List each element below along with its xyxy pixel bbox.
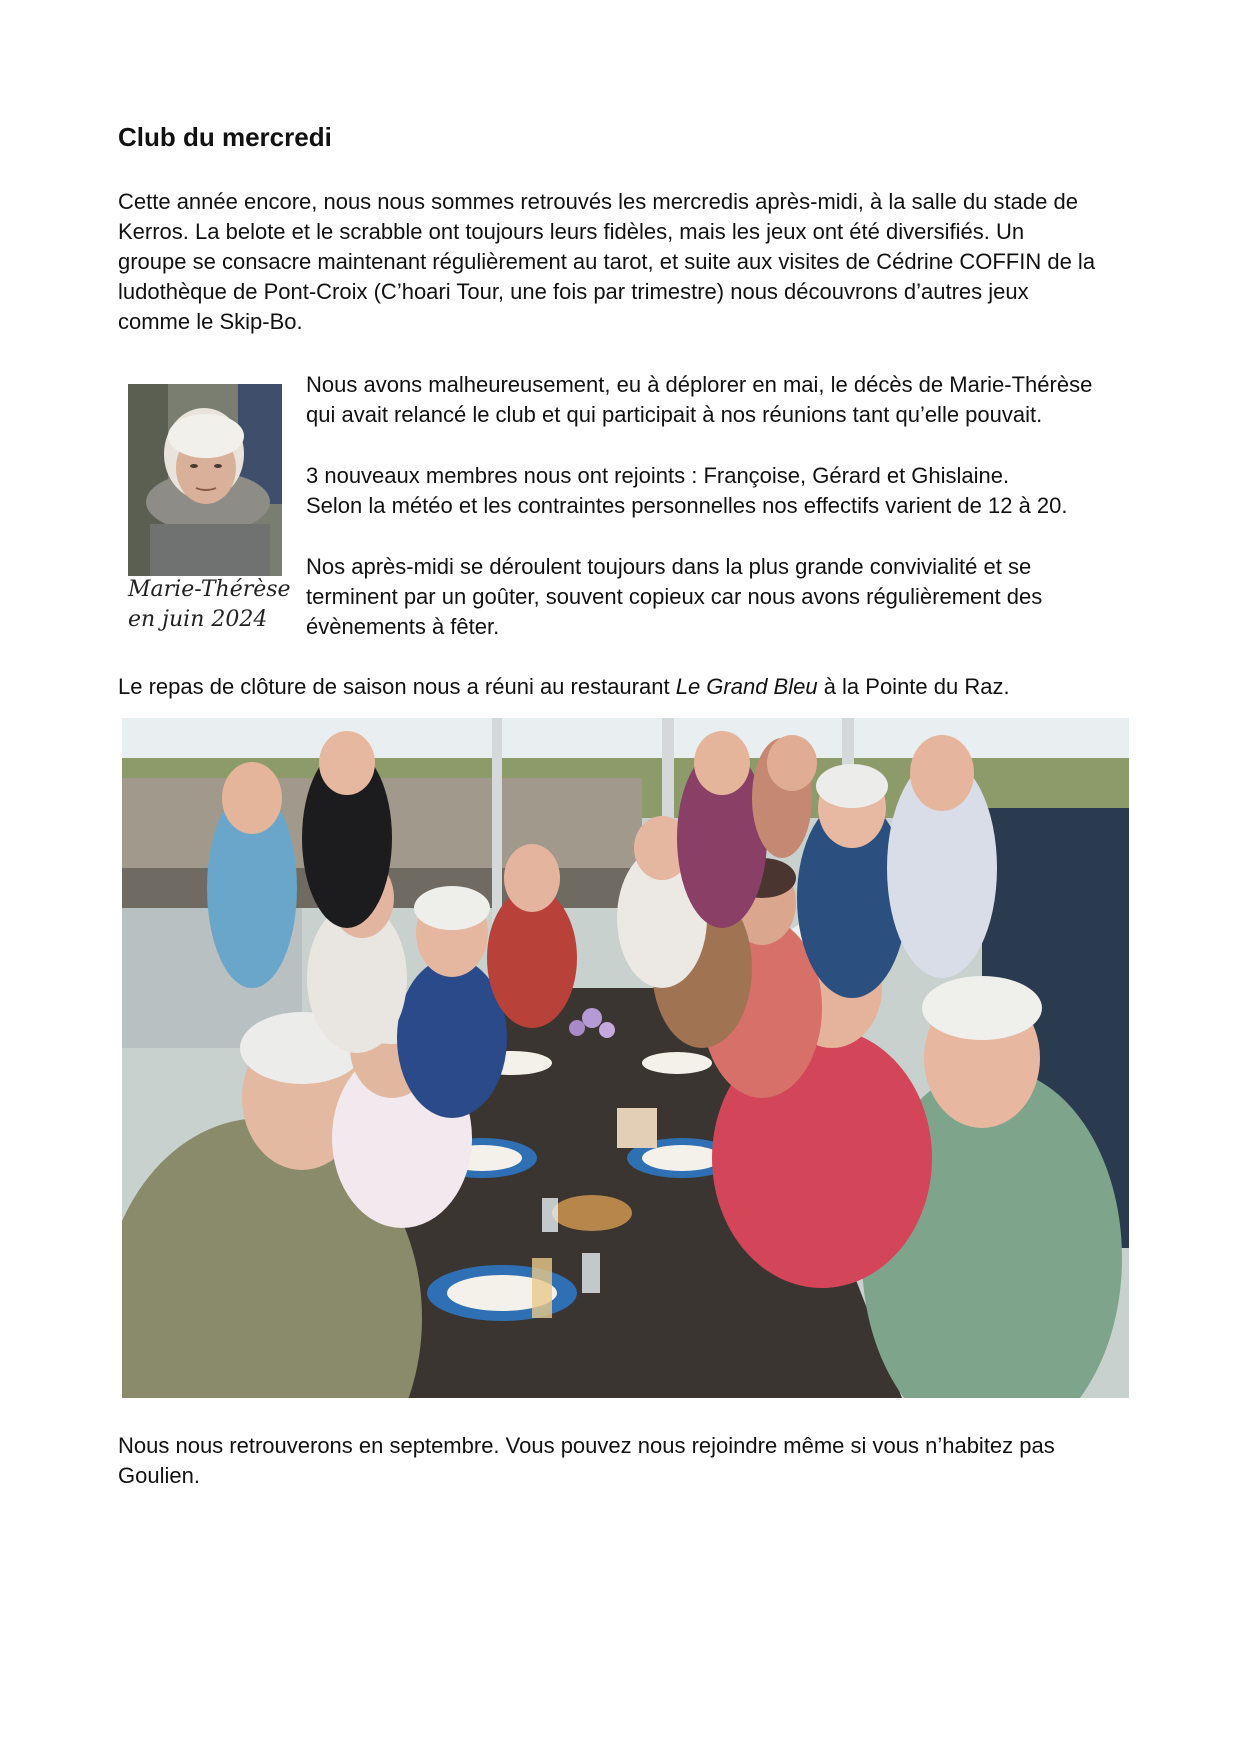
restaurant-text-before: Le repas de clôture de saison nous a réuni au restaurant: [118, 674, 676, 699]
restaurant-line: [118, 672, 1128, 702]
caption-line: en juin 2024: [128, 607, 268, 632]
restaurant-paragraph: [118, 672, 1128, 702]
page-title: Club du mercredi: [118, 122, 332, 152]
memorial-paragraph: [306, 370, 1126, 430]
intro-line: groupe se consacre maintenant régulièrement au tarot, et suite aux visites de Cédrine COFFIN de la: [118, 249, 1096, 274]
intro-line: ludothèque de Pont-Croix (C’hoari Tour, une fois par trimestre) nous découvrons d’autres jeux: [118, 279, 1029, 304]
portrait-caption: [128, 575, 291, 635]
closing-line: Nous nous retrouverons en septembre. Vous pouvez nous rejoindre même si vous n’habitez pas: [118, 1433, 1055, 1458]
caption-line: Marie-Thérèse: [128, 577, 291, 602]
closing-line: Goulien.: [118, 1463, 200, 1488]
afternoons-paragraph: [306, 552, 1126, 642]
intro-line: comme le Skip-Bo.: [118, 309, 303, 334]
members-line: 3 nouveaux membres nous ont rejoints : Françoise, Gérard et Ghislaine.: [306, 463, 1010, 488]
restaurant-name: Le Grand Bleu: [675, 674, 818, 699]
group-photo: [122, 718, 1129, 1398]
members-line: Selon la météo et les contraintes personnelles nos effectifs varient de 12 à 20.: [306, 493, 1068, 518]
memorial-line: qui avait relancé le club et qui participait à nos réunions tant qu’elle pouvait.: [306, 402, 1043, 427]
portrait-photo: [128, 384, 282, 576]
members-paragraph: [306, 461, 1126, 521]
intro-line: Cette année encore, nous nous sommes retrouvés les mercredis après-midi, à la salle du stade de: [118, 189, 1078, 214]
closing-paragraph: [118, 1431, 1128, 1491]
afternoons-line: évènements à fêter.: [306, 614, 500, 639]
restaurant-text-after: à la Pointe du Raz.: [817, 674, 1010, 699]
afternoons-line: terminent par un goûter, souvent copieux car nous avons régulièrement des: [306, 584, 1043, 609]
memorial-line: Nous avons malheureusement, eu à déplorer en mai, le décès de Marie-Thérèse: [306, 372, 1093, 397]
intro-paragraph: [118, 187, 1128, 337]
intro-line: Kerros. La belote et le scrabble ont toujours leurs fidèles, mais les jeux ont été diversifiés. Un: [118, 219, 1025, 244]
afternoons-line: Nos après-midi se déroulent toujours dans la plus grande convivialité et se: [306, 554, 1032, 579]
